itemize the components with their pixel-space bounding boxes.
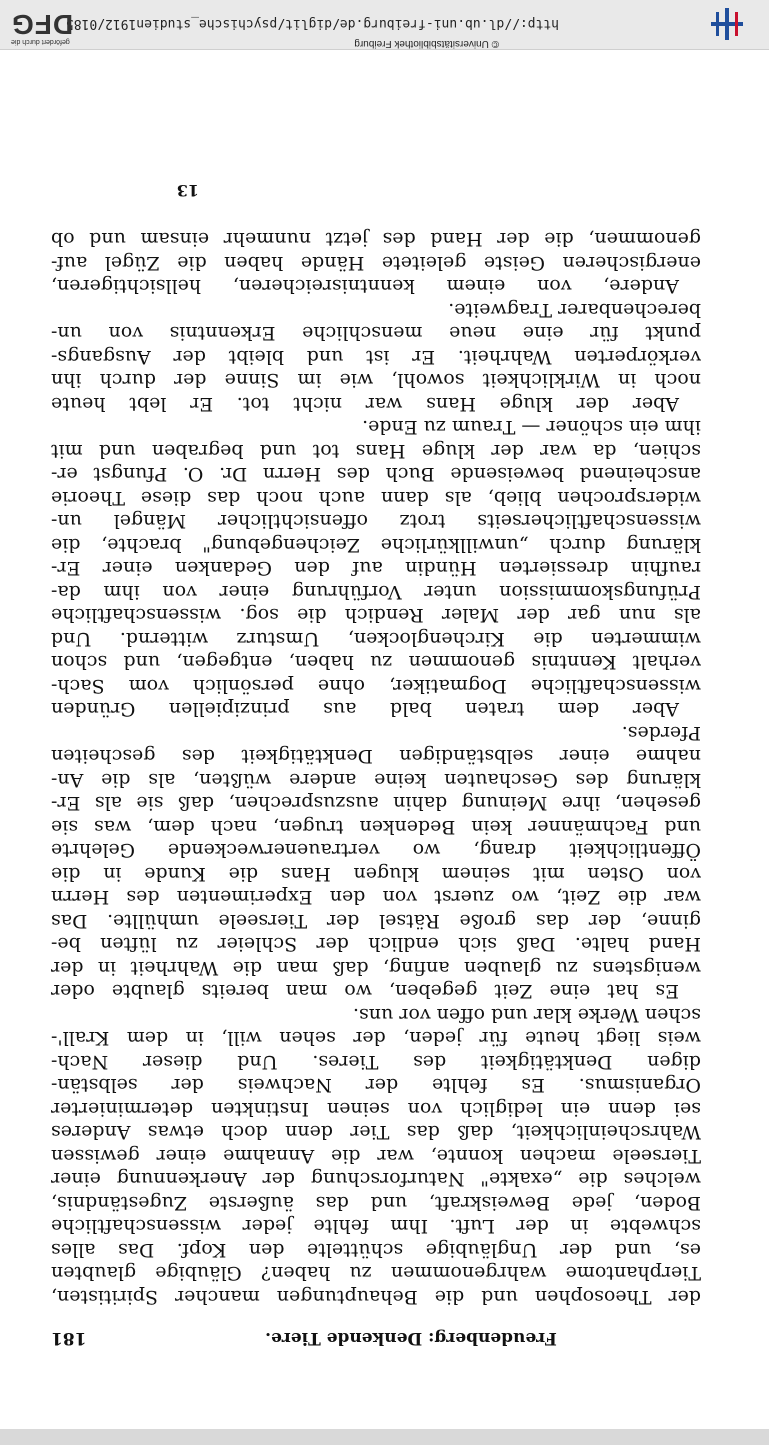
text-line: punkt für eine neue menschliche Erkenntnis von un- (51, 322, 701, 345)
text-line: ginne, der das große Rätsel der Tierseele umhüllte. Das (51, 910, 701, 932)
text-line: verkörperten Wahrheit. Er ist und bleibt der Ausgangs- (51, 346, 701, 368)
text-line: Hand halte. Daß sich endlich der Schleier zu lüften be- (51, 933, 701, 956)
text-line: verhalt Kenntnis genommen zu haben, entgegen, und schon (51, 651, 701, 674)
text-line: wimmerten die Kirchenglocken, Umsturz witternd. Und (51, 628, 701, 650)
text-line: es, und der Ungläubige schüttelte den Kopf. Das alles (51, 1239, 701, 1261)
text-line: Andere, von einem kenntnisreicheren, hellsichtigeren, (51, 275, 679, 298)
text-line: wissenschaftliche Dogmatiker, ohne persönlich vom Sach- (51, 675, 701, 697)
text-line: digen Denktätigkeit des Tieres. Und dieser Nach- (51, 1051, 701, 1073)
text-line: welches die „exakte" Naturforschung der Anerkennung einer (51, 1168, 701, 1191)
text-line: sei denn ein lediglich von seinen Instinkten determinierter (51, 1098, 701, 1120)
text-line: schwebte in der Luft. Ihm fehlte jeder wissenschaftliche (51, 1215, 701, 1238)
copyright-text: © Universitätsbibliothek Freiburg (354, 38, 499, 49)
text-line: widersprochen blieb, als dann auch noch das diese Theorie (51, 487, 701, 509)
text-line: wenigstens zu glauben anfing, daß man die Wahrheit in der (51, 957, 701, 979)
university-library-logo-icon (707, 6, 747, 42)
text-line: Pferdes. (621, 722, 701, 744)
text-line: Prüfungskommission unter Vorführung einer von ihm da- (51, 581, 701, 603)
dfg-logo (11, 5, 89, 45)
text-line: Organismus. Es fehlte der Nachweis der selbstän- (51, 1074, 701, 1097)
text-line: ihm ein schöner — Traum zu Ende. (362, 416, 701, 439)
text-line: nahme einer selbständigen Denktätigkeit des gescheiten (51, 745, 701, 768)
library-footer (0, 0, 769, 50)
text-line: Boden, jede Beweiskraft, und das äußerste Zugeständnis, (51, 1192, 701, 1214)
text-line: Aber dem traten bald aus prinzipiellen Gründen (51, 698, 679, 721)
viewer-bottom-bar (0, 1429, 769, 1445)
running-header (51, 1318, 701, 1348)
signature-mark: 13 (176, 181, 199, 200)
text-line: anscheinend beweisende Buch des Herrn Dr. O. Pfungst er- (51, 463, 701, 486)
text-line: energischeren Geiste geleitete Hände haben die Zügel auf- (51, 252, 701, 274)
text-line: Tierseele machen konnte, war die Annahme einer gewissen (51, 1145, 701, 1167)
text-line: noch in Wirklichkeit sowohl, wie im Sinne der durch ihn (51, 369, 701, 392)
dfg-subtitle: gefördert durch die (11, 38, 70, 45)
text-line: schien, da war der kluge Hans tot und begraben und mit (51, 440, 701, 462)
dfg-wordmark: DFG (11, 9, 74, 40)
text-line: Tierphantome wahrgenommen zu haben? Gläubige glaubten (51, 1262, 701, 1285)
text-line: der Theosophen und die Behauptungen mancher Spiritisten, (51, 1286, 701, 1308)
text-line: gesehen, ihre Meinung dahin auszusprechen, daß sie als Er- (51, 792, 701, 815)
source-url[interactable]: http://dl.ub.uni-freiburg.de/diglit/psychische_studien1912/0185 (65, 16, 559, 31)
text-line: klärung durch „unwillkürliche Zeichengebung" brachte, die (51, 534, 701, 556)
body-text (51, 227, 701, 1308)
text-line: von Osten mit seinem klugen Hans die Kunde in die (51, 863, 701, 885)
text-line: und Fachmänner kein Bedenken trugen, nach dem, was sie (51, 816, 701, 838)
text-line: berechenbarer Tragweite. (448, 299, 701, 321)
text-line: Es hat eine Zeit gegeben, wo man bereits glaubte oder (51, 980, 679, 1003)
text-line: Aber der kluge Hans war nicht tot. Er lebt heute (51, 393, 679, 415)
text-line: genommen, die der Hand des jetzt nunmehr einsam und ob (51, 228, 701, 251)
text-line: Wahrscheinlichkeit, daß das Tier denn doch etwas Anderes (51, 1121, 701, 1144)
text-line: wissenschaftlicherseits trotz offensichtlicher Mängel un- (51, 510, 701, 533)
text-line: raufhin dressierten Hündin auf den Gedanken einer Er- (51, 557, 701, 580)
text-line: Öffentlichkeit drang, wo vertrauenerweckende Gelehrte (51, 839, 701, 862)
text-line: weis liegt heute für jeden, der sehen will, in dem Krall'- (51, 1027, 701, 1050)
text-line: klärung des Geschauten keine andere wüßten, als die An- (51, 769, 701, 791)
running-title: Freudenberg: Denkende Tiere. (265, 1328, 557, 1348)
text-line: war die Zeit, wo zuerst von den Experimenten des Herrn (51, 886, 701, 909)
page-number: 181 (51, 1328, 87, 1348)
text-line: schen Werke klar und offen vor uns. (353, 1004, 701, 1026)
text-line: als nun gar der Maler Rendich die sog. wissenschaftliche (51, 604, 701, 627)
